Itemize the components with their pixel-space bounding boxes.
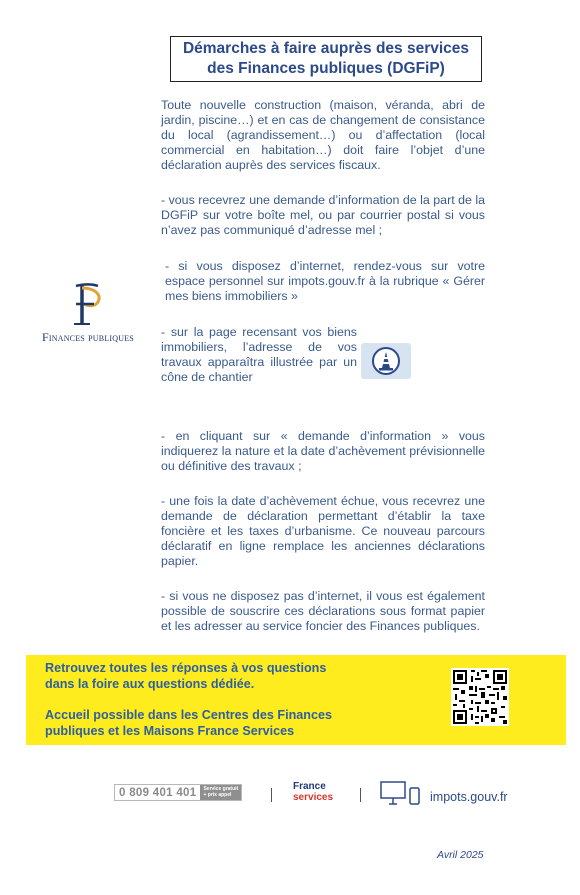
phone-tag-line-2: + prix appel — [203, 792, 232, 798]
qr-code[interactable] — [451, 668, 509, 726]
bullet-information-request: - en cliquant sur « demande d’information » vous indiquerez la nature et la date d’achèvement prévisionnelle ou définitive des travaux ; — [161, 429, 485, 473]
france-services-line-2: services — [293, 792, 334, 803]
faq-line-1: Retrouvez toutes les réponses à vos questions — [45, 661, 327, 675]
footer-divider — [271, 788, 272, 802]
traffic-cone-icon — [361, 343, 411, 379]
bullet-paper-declaration: - si vous ne disposez pas d’internet, il vous est également possible de souscrire ces déclarations sous format papier et les adresser au service foncier des Finances publiques. — [161, 589, 485, 633]
logo-text: Finances publiques — [42, 330, 134, 344]
finances-publiques-logo — [28, 282, 148, 345]
finances-publiques-icon — [70, 282, 106, 326]
website-link[interactable]: impots.gouv.fr — [430, 790, 508, 804]
france-services-line-1: France — [293, 781, 326, 792]
reception-line-2: publiques et les Maisons France Services — [45, 724, 295, 738]
page-title — [170, 36, 482, 82]
footer-divider — [360, 788, 361, 802]
phone-tag — [200, 785, 241, 800]
title-line-1: Démarches à faire auprès des services — [182, 40, 470, 57]
footer — [0, 780, 580, 810]
faq-line-2: dans la foire aux questions dédiée. — [45, 677, 255, 691]
bullet-declaration-request: - une fois la date d’achèvement échue, vous recevrez une demande de déclaration permettant d’établir la taxe foncière et les taxes d’urbanisme. Ce nouveau parcours déclaratif en ligne remplace les anciennes déclarations papier. — [161, 494, 485, 568]
phone-tag-line-1: Service gratuit — [203, 786, 239, 792]
main-content — [161, 98, 485, 634]
devices-icon — [380, 780, 424, 813]
bullet-cone-text: - sur la page recensant vos biens immobiliers, l’adresse de vos travaux apparaîtra illustrée par un cône de chantier — [161, 325, 357, 384]
intro-paragraph: Toute nouvelle construction (maison, véranda, abri de jardin, piscine…) et en cas de changement de consistance du local (agrandissement…) ou d’affectation (local commercial en habitation…) doit faire l’objet d’une déclaration auprès des services fiscaux. — [161, 98, 485, 172]
france-services-logo — [293, 781, 333, 803]
bullet-cone-block — [161, 325, 485, 385]
phone-number-badge[interactable] — [114, 784, 242, 801]
bullet-internet-access: - si vous disposez d’internet, rendez-vous sur votre espace personnel sur impots.gouv.fr à la rubrique « Gérer mes biens immobiliers » — [165, 259, 485, 303]
faq-banner — [26, 655, 566, 745]
phone-number: 0 809 401 401 — [119, 786, 197, 799]
reception-line-1: Accueil possible dans les Centres des Finances — [45, 708, 332, 722]
bullet-email-request: - vous recevrez une demande d’information de la part de la DGFiP sur votre boîte mel, ou par courrier postal si vous n’avez pas communiqué d’adresse mel ; — [161, 193, 485, 237]
title-line-2: des Finances publiques (DGFiP) — [207, 60, 445, 77]
faq-text — [45, 660, 332, 739]
publication-date: Avril 2025 — [437, 849, 484, 861]
